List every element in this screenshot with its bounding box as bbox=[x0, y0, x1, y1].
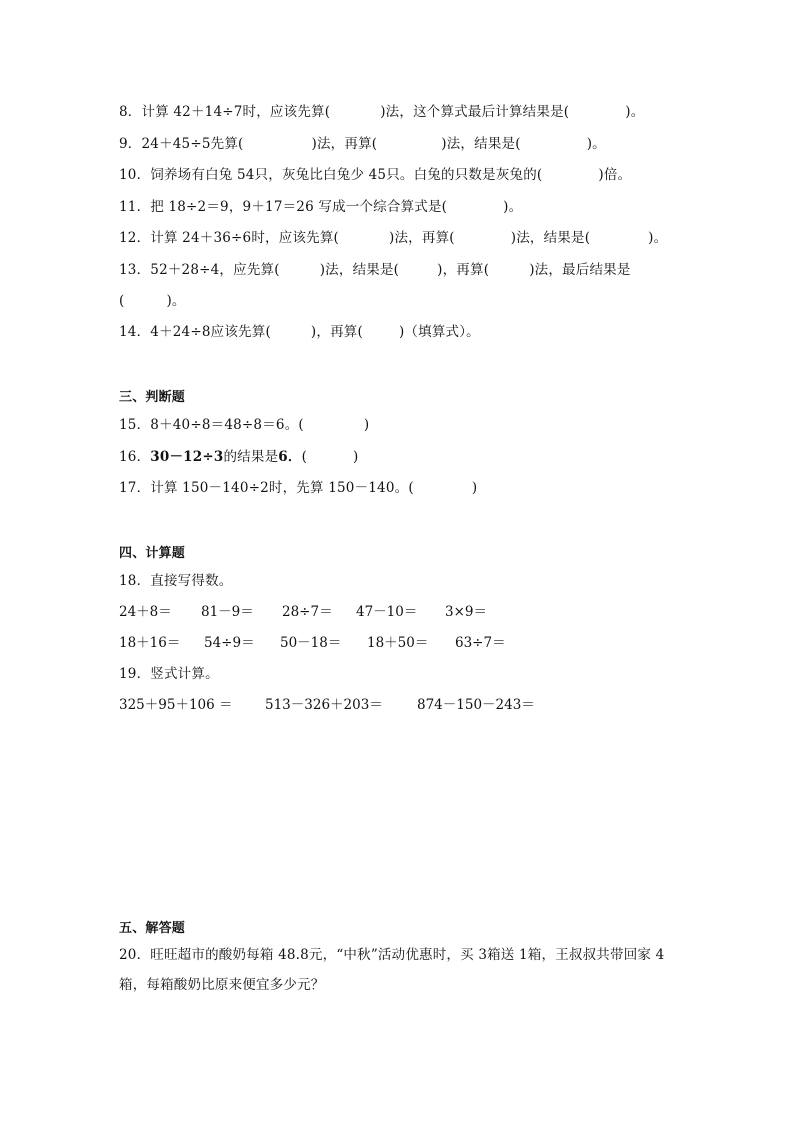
math-item: 54÷9＝ bbox=[204, 635, 255, 651]
math-item: 18＋16＝ bbox=[119, 635, 181, 651]
question-12: 12．计算 24＋36÷6时，应该先算( )法，再算( )法，结果是( )。 bbox=[119, 230, 668, 246]
question-15: 15．8＋40÷8＝48÷8＝6。( ) bbox=[119, 417, 370, 433]
question-14: 14．4＋24÷8应该先算( )，再算( )（填算式）。 bbox=[119, 324, 480, 340]
question-20: 20．旺旺超市的酸奶每箱 48.8元，“中秋”活动优惠时，买 3箱送 1箱，王叔叔共带回家 4 bbox=[119, 947, 665, 963]
math-item: 63÷7＝ bbox=[455, 635, 506, 651]
calc-item: 513－326＋203＝ bbox=[265, 697, 383, 713]
question-18: 18．直接写得数。 bbox=[119, 573, 233, 589]
calc-item: 325＋95＋106 ＝ bbox=[119, 697, 233, 713]
question-10: 10．饲养场有白兔 54只，灰兔比白兔少 45只。白兔的只数是灰兔的( )倍。 bbox=[119, 167, 632, 183]
question-9: 9．24＋45÷5先算( )法，再算( )法，结果是( )。 bbox=[119, 136, 606, 152]
question-19: 19．竖式计算。 bbox=[119, 666, 219, 682]
section-heading: 三、判断题 bbox=[119, 390, 186, 405]
math-item: 28÷7＝ bbox=[282, 604, 333, 620]
question-17: 17．计算 150－140÷2时，先算 150－140。( ) bbox=[119, 480, 478, 496]
question-8: 8．计算 42＋14÷7时，应该先算( )法，这个算式最后计算结果是( )。 bbox=[119, 104, 645, 120]
question-13: 13．52＋28÷4，应先算( )法，结果是( )，再算( )法，最后结果是 bbox=[119, 262, 631, 278]
question-13-line2: ( )。 bbox=[119, 293, 186, 309]
section-heading: 五、解答题 bbox=[119, 921, 186, 936]
mental-math-row-2 bbox=[119, 634, 679, 652]
mental-math-row-1 bbox=[119, 603, 679, 621]
question-16: 16．30－12÷3的结果是6．( ) bbox=[119, 449, 359, 465]
calc-item: 874－150－243＝ bbox=[417, 697, 535, 713]
math-item: 24＋8＝ bbox=[119, 604, 172, 620]
vertical-calc-row bbox=[119, 696, 679, 714]
math-item: 47－10＝ bbox=[356, 604, 418, 620]
math-item: 3×9＝ bbox=[445, 604, 487, 620]
section-heading: 四、计算题 bbox=[119, 546, 186, 561]
math-item: 81－9＝ bbox=[201, 604, 254, 620]
math-item: 50－18＝ bbox=[280, 635, 342, 651]
question-11: 11．把 18÷2＝9，9＋17＝26 写成一个综合算式是( )。 bbox=[119, 199, 523, 215]
math-item: 18＋50＝ bbox=[367, 635, 429, 651]
question-20-line2: 箱，每箱酸奶比原来便宜多少元？ bbox=[119, 977, 325, 993]
